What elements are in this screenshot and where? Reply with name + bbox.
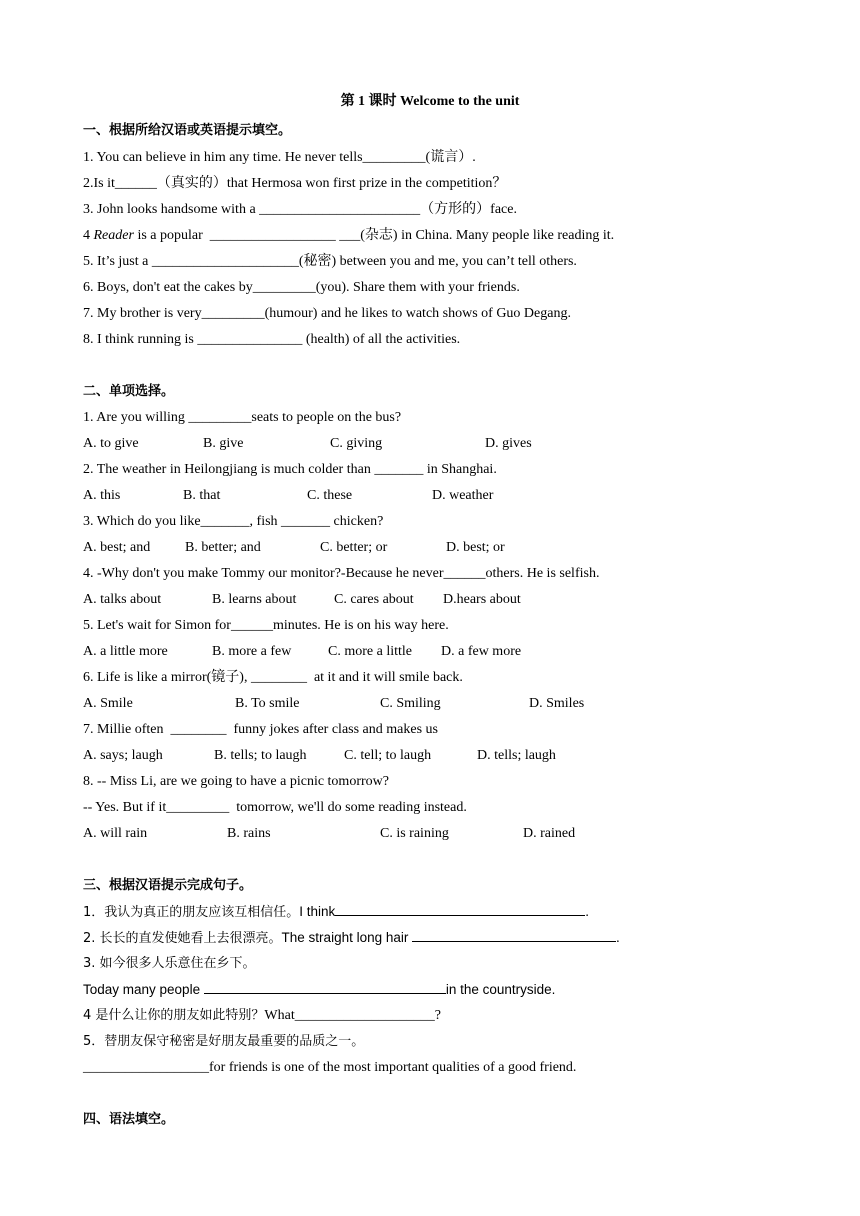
s3-item-1-period: . — [585, 905, 589, 920]
s3-item-4-english: What____________________? — [264, 1008, 441, 1023]
section-3-heading: 三、根据汉语提示完成句子。 — [83, 878, 253, 893]
s2-question-4: 4. -Why don't you make Tommy our monitor?-Because he never______others. He is selfish. — [83, 566, 600, 581]
s1-item-6: 6. Boys, don't eat the cakes by_________(you). Share them with your friends. — [83, 280, 520, 295]
option-a: A. to give — [83, 436, 139, 451]
option-c: C. better; or — [320, 540, 388, 555]
s1-item-2: 2.Is it______（真实的）that Hermosa won first prize in the competition？ — [83, 176, 507, 191]
s3-item-5-chinese: 5．替朋友保守秘密是好朋友最重要的品质之一。 — [83, 1034, 365, 1049]
s1-item-8: 8. I think running is _______________ (health) of all the activities. — [83, 332, 461, 347]
option-b: B. To smile — [235, 696, 300, 711]
s2-question-7: 7. Millie often ________ funny jokes after class and makes us — [83, 722, 438, 737]
option-d: D. a few more — [441, 644, 522, 659]
magazine-name: Reader — [93, 228, 134, 243]
option-c: C. giving — [330, 436, 383, 451]
page-title: 第 1 课时 Welcome to the unit — [340, 94, 520, 109]
s3-item-3-start: Today many people — [83, 982, 204, 997]
option-d: D. weather — [432, 488, 494, 503]
s3-item-1 — [83, 903, 589, 922]
option-d: D. Smiles — [529, 696, 585, 711]
s1-item-5: 5. It’s just a _____________________(秘密) between you and me, you can’t tell others. — [83, 254, 577, 269]
option-d: D. tells; laugh — [477, 748, 556, 763]
s3-item-4 — [83, 1007, 441, 1025]
s3-item-5-english: __________________for friends is one of the most important qualities of a good friend. — [83, 1060, 577, 1075]
option-c: C. these — [307, 488, 353, 503]
option-b: B. tells; to laugh — [214, 748, 307, 763]
option-b: B. better; and — [185, 540, 261, 555]
s3-item-3-end: in the countryside. — [445, 982, 556, 997]
answer-blank — [335, 903, 585, 916]
option-a: A. talks about — [83, 592, 162, 607]
answer-blank — [412, 929, 616, 942]
s1-item-4 — [83, 227, 614, 245]
option-c: C. tell; to laugh — [344, 748, 432, 763]
option-a: A. says; laugh — [83, 748, 163, 763]
s2-question-6: 6. Life is like a mirror(镜子), ________ at it and it will smile back. — [83, 670, 463, 685]
section-2-heading: 二、单项选择。 — [83, 384, 175, 399]
s1-item-4-rest: is a popular __________________ ___(杂志) in China. Many people like reading it. — [133, 228, 615, 243]
s3-item-3-chinese: 3. 如今很多人乐意住在乡下。 — [83, 956, 256, 971]
option-c: C. is raining — [380, 826, 449, 841]
option-b: B. learns about — [212, 592, 297, 607]
option-b: B. that — [183, 488, 221, 503]
option-c: C. Smiling — [380, 696, 441, 711]
s3-item-2 — [83, 929, 620, 948]
s2-question-3: 3. Which do you like_______, fish _______ chicken? — [83, 514, 384, 529]
option-d: D. best; or — [446, 540, 505, 555]
section-4-heading: 四、语法填空。 — [83, 1112, 175, 1127]
option-b: B. rains — [227, 826, 271, 841]
option-c: C. cares about — [334, 592, 414, 607]
option-d: D. rained — [523, 826, 576, 841]
option-c: C. more a little — [328, 644, 412, 659]
s3-item-3-english — [83, 981, 555, 999]
option-d: D. gives — [485, 436, 532, 451]
s1-item-1: 1. You can believe in him any time. He never tells_________(谎言）. — [83, 150, 476, 165]
option-b: B. more a few — [212, 644, 292, 659]
s1-item-3: 3. John looks handsome with a _______________________（方形的）face. — [83, 202, 517, 217]
section-1-heading: 一、根据所给汉语或英语提示填空。 — [83, 123, 292, 138]
option-d: D.hears about — [443, 592, 521, 607]
s2-question-2: 2. The weather in Heilongjiang is much colder than _______ in Shanghai. — [83, 462, 497, 477]
answer-blank — [204, 981, 446, 994]
option-a: A. this — [83, 488, 121, 503]
s1-item-7: 7. My brother is very_________(humour) and he likes to watch shows of Guo Degang. — [83, 306, 571, 321]
s2-question-8-line-2: -- Yes. But if it_________ tomorrow, we'll do some reading instead. — [83, 800, 467, 815]
s3-item-2-chinese: 2. 长长的直发使她看上去很漂亮。 — [83, 931, 282, 946]
option-a: A. Smile — [83, 696, 133, 711]
s3-item-4-chinese: 4 是什么让你的朋友如此特别？ — [83, 1008, 265, 1023]
option-a: A. best; and — [83, 540, 151, 555]
s3-item-1-chinese: 1．我认为真正的朋友应该互相信任。 — [83, 905, 300, 920]
option-a: A. a little more — [83, 644, 168, 659]
s2-question-8: 8. -- Miss Li, are we going to have a picnic tomorrow? — [83, 774, 389, 789]
s2-question-5: 5. Let's wait for Simon for______minutes. He is on his way here. — [83, 618, 449, 633]
s3-item-1-english: I think — [299, 904, 336, 919]
s3-item-2-period: . — [616, 931, 620, 946]
s3-item-2-english: The straight long hair — [281, 930, 413, 945]
s1-item-4-number: 4 — [83, 228, 94, 243]
option-a: A. will rain — [83, 826, 148, 841]
s2-question-1: 1. Are you willing _________seats to people on the bus? — [83, 410, 402, 425]
option-b: B. give — [203, 436, 244, 451]
